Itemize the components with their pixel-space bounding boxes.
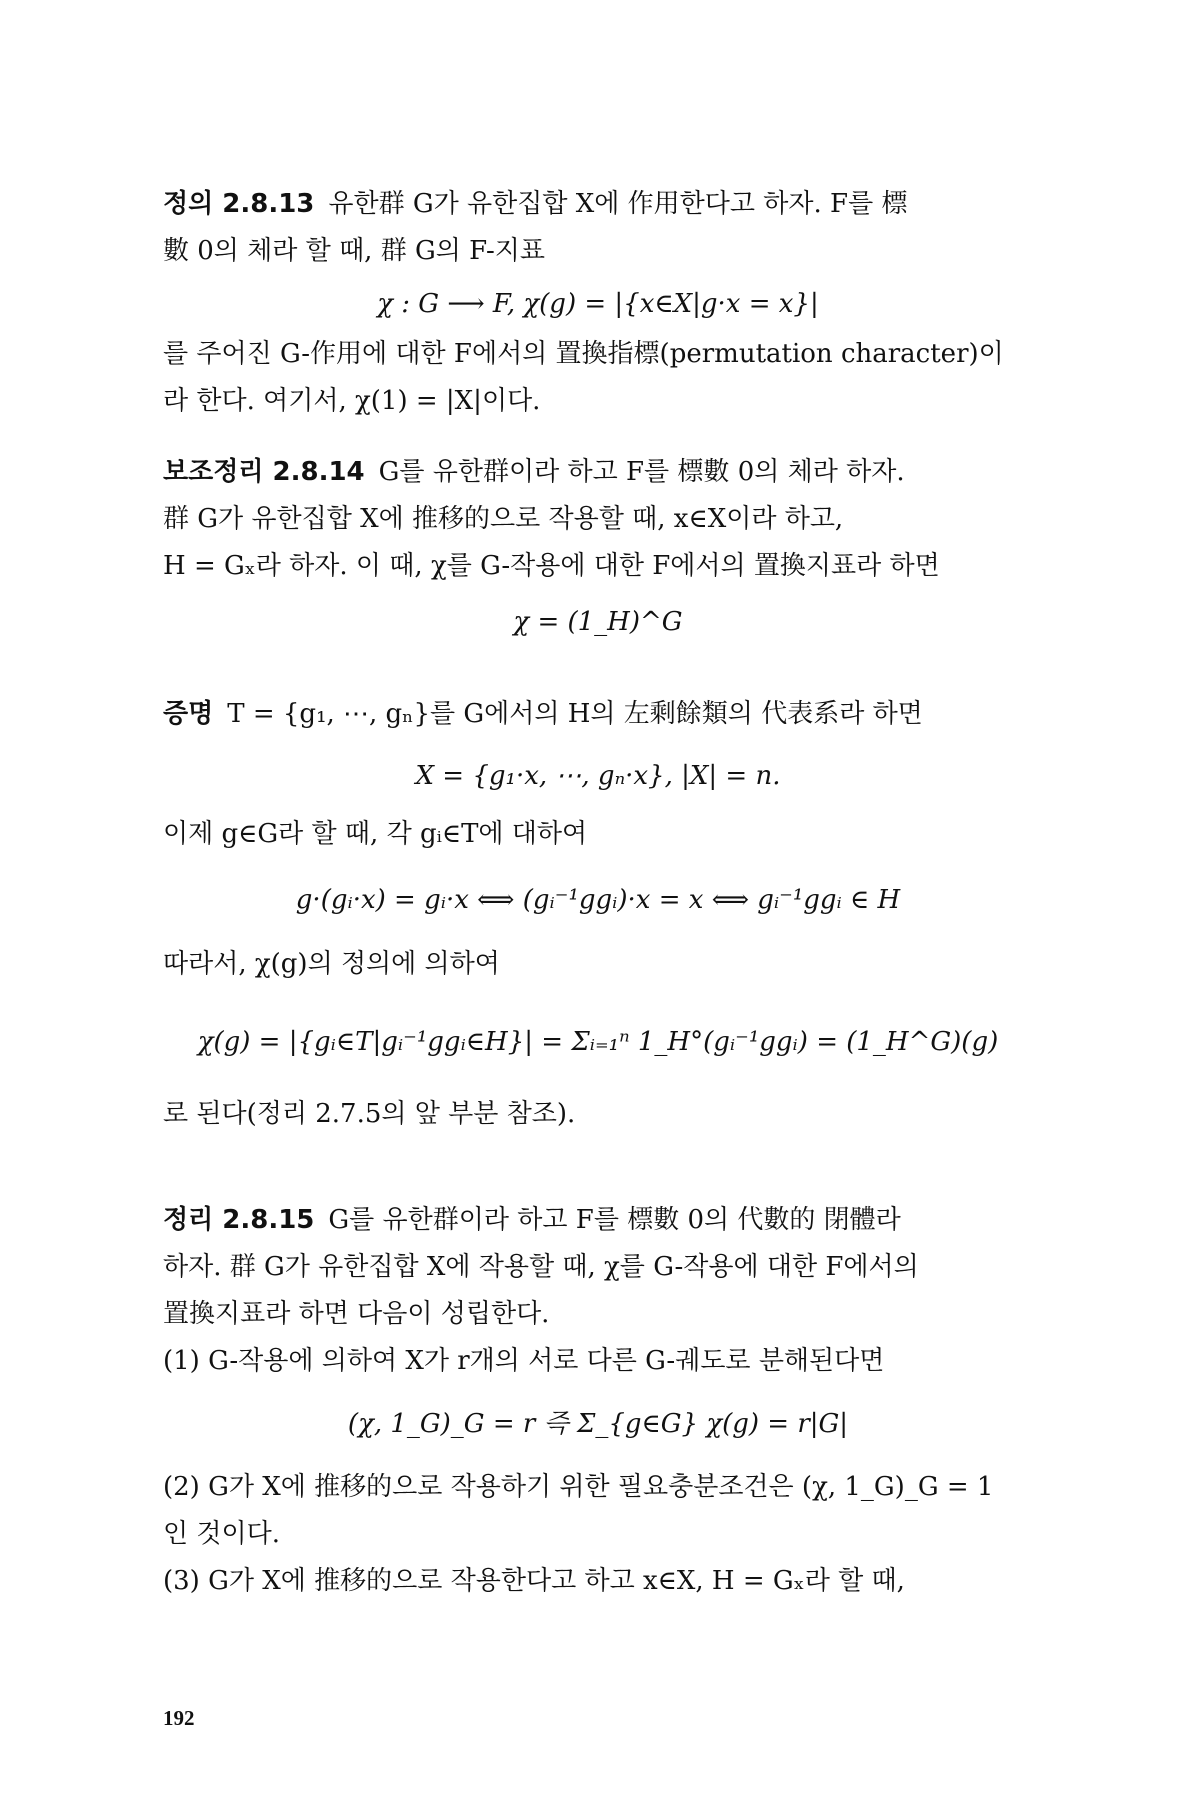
definition-line: 數 0의 체라 할 때, 群 G의 F-지표 <box>163 236 546 266</box>
theorem-line: 정리 2.8.15 G를 유한群이라 하고 F를 標數 0의 代數的 閉體라 <box>163 1205 901 1235</box>
proof-formula: χ(g) = |{gᵢ∈T|gᵢ⁻¹ggᵢ∈H}| = Σᵢ₌₁ⁿ 1_H°(gᵢ⁻¹ggᵢ) = (1_H^G)(g) <box>197 1027 999 1057</box>
theorem-item: (1) G-작용에 의하여 X가 r개의 서로 다른 G-궤도로 분해된다면 <box>163 1346 885 1376</box>
page-number: 192 <box>163 1706 195 1730</box>
proof-line: 이제 g∈G라 할 때, 각 gᵢ∈T에 대하여 <box>163 819 588 849</box>
theorem-item: (2) G가 X에 推移的으로 작용하기 위한 필요충분조건은 (χ, 1_G)_G = 1 <box>163 1472 994 1502</box>
theorem-item: (3) G가 X에 推移的으로 작용한다고 하고 x∈X, H = Gₓ라 할 때, <box>163 1566 905 1596</box>
lemma-line: 群 G가 유한집합 X에 推移的으로 작용할 때, x∈X이라 하고, <box>163 504 844 534</box>
proof-formula: g·(gᵢ·x) = gᵢ·x ⟺ (gᵢ⁻¹ggᵢ)·x = x ⟺ gᵢ⁻¹ggᵢ ∈ H <box>295 885 901 915</box>
theorem-heading: 정리 2.8.15 <box>163 1205 315 1235</box>
lemma-line: H = Gₓ라 하자. 이 때, χ를 G-작용에 대한 F에서의 置換지표라 하면 <box>163 551 940 581</box>
theorem-line: 하자. 群 G가 유한집합 X에 작용할 때, χ를 G-작용에 대한 F에서의 <box>163 1252 919 1282</box>
proof-heading: 증명 <box>163 699 214 729</box>
lemma-formula: χ = (1_H)^G <box>513 607 683 637</box>
theorem-item: 인 것이다. <box>163 1519 280 1549</box>
proof-line: 로 된다(정리 2.7.5의 앞 부분 참조). <box>163 1099 576 1129</box>
definition-line: 라 한다. 여기서, χ(1) = |X|이다. <box>163 386 541 416</box>
proof-line: 증명 T = {g₁, ⋯, gₙ}를 G에서의 H의 左剩餘類의 代表系라 하면 <box>163 699 923 729</box>
lemma-line: 보조정리 2.8.14 G를 유한群이라 하고 F를 標數 0의 체라 하자. <box>163 457 905 487</box>
theorem-line: 置換지표라 하면 다음이 성립한다. <box>163 1299 550 1329</box>
definition-line: 정의 2.8.13 유한群 G가 유한집합 X에 作用한다고 하자. F를 標 <box>163 189 908 219</box>
definition-heading: 정의 2.8.13 <box>163 189 315 219</box>
proof-line: 따라서, χ(g)의 정의에 의하여 <box>163 949 500 979</box>
lemma-heading: 보조정리 2.8.14 <box>163 457 365 487</box>
proof-formula: X = {g₁·x, ⋯, gₙ·x}, |X| = n. <box>415 761 781 791</box>
character-formula: χ : G ⟶ F, χ(g) = |{x∈X|g·x = x}| <box>377 289 819 319</box>
theorem-formula: (χ, 1_G)_G = r 즉 Σ_{g∈G} χ(g) = r|G| <box>347 1409 849 1439</box>
definition-line: 를 주어진 G-作用에 대한 F에서의 置換指標(permutation character)이 <box>163 339 1004 369</box>
